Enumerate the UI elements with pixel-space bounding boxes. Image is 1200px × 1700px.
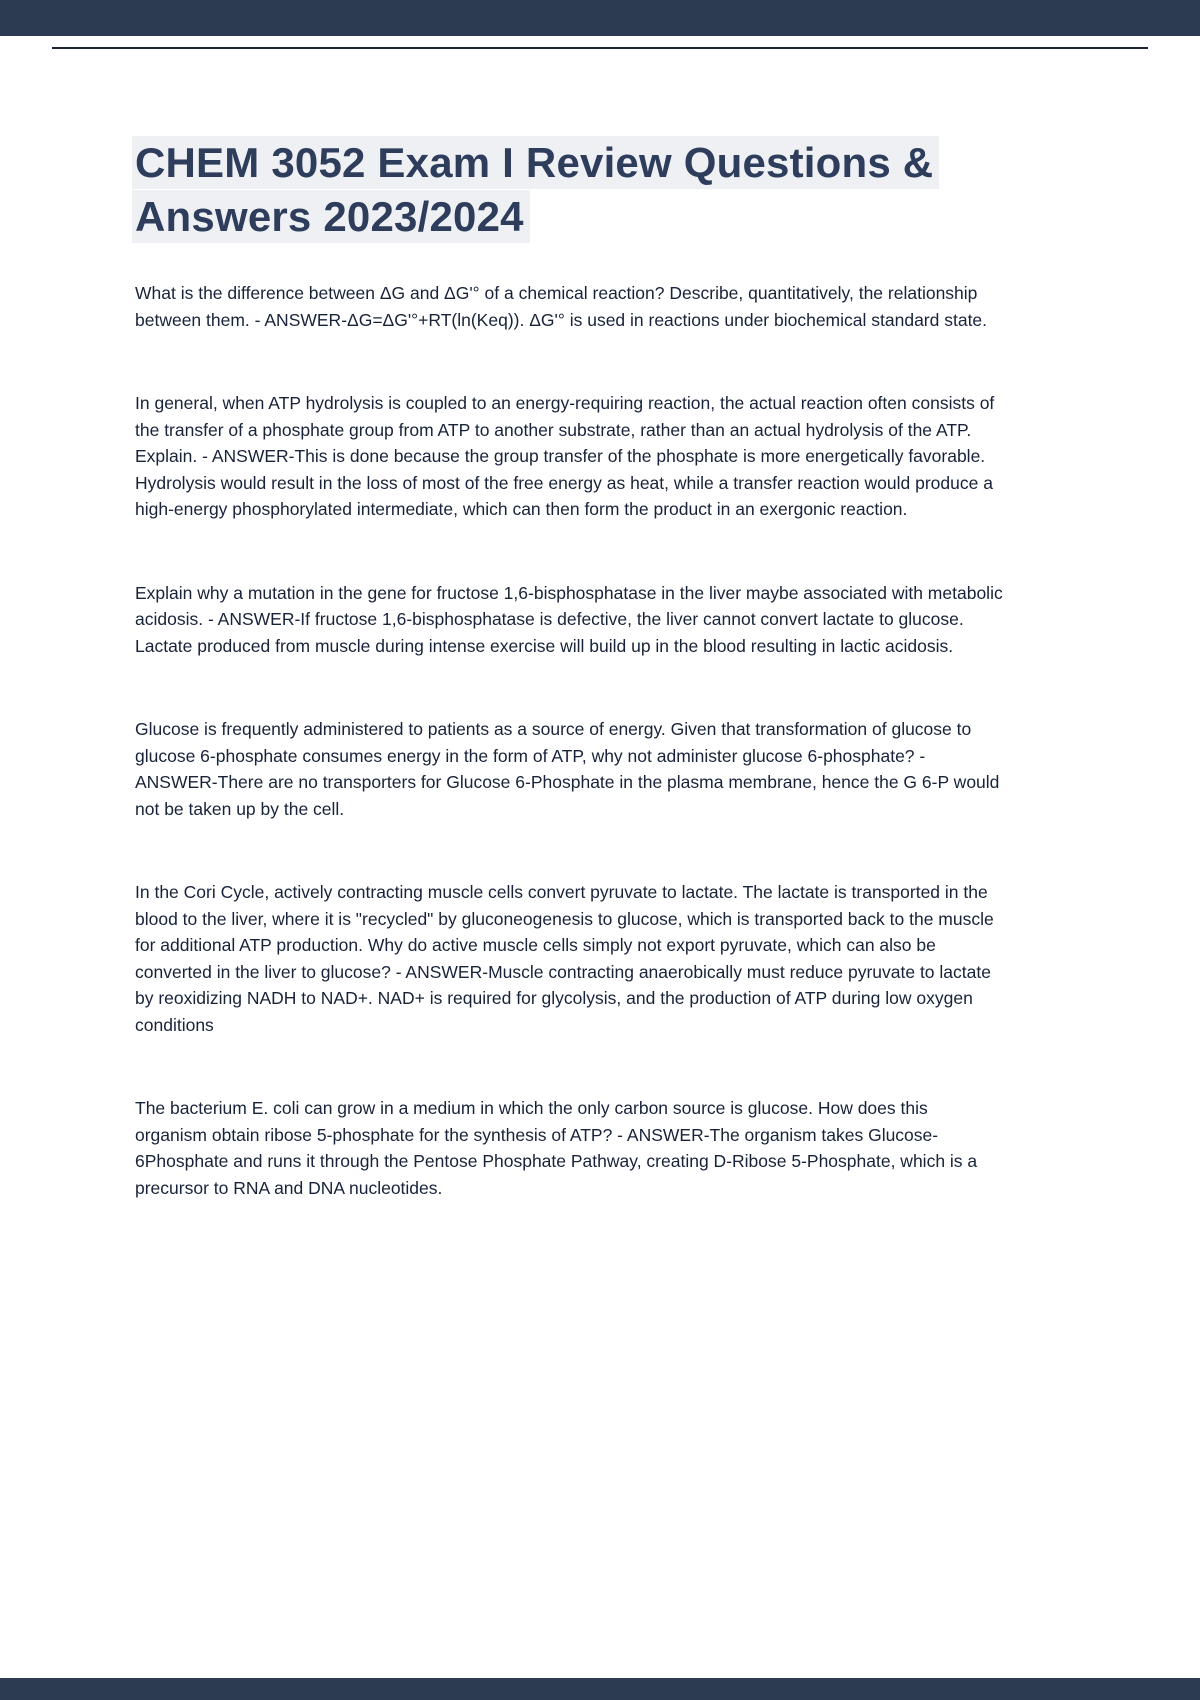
- paragraph: What is the difference between ΔG and ΔG'° of a chemical reaction? Describe, quantitatively, the relationship between them. - ANSWER-ΔG=ΔG'°+RT(ln(Keq)). ΔG'° is used in reactions under biochemical standard state.: [135, 283, 988, 330]
- paragraph: The bacterium E. coli can grow in a medium in which the only carbon source is glucose. How does this organism obtain ribose 5-phosphate for the synthesis of ATP? - ANSWER-The organism takes Glucose-6Phosphate and runs it through the Pentose Phosphate Pathway, creating D-Ribose 5-Phosphate, which is a precursor to RNA and DNA nucleotides.: [135, 1098, 978, 1198]
- paragraph: In the Cori Cycle, actively contracting muscle cells convert pyruvate to lactate. The lactate is transported in the blood to the liver, where it is "recycled" by gluconeogenesis to glucose, which is transported back to the muscle for additional ATP production. Why do active muscle cells simply not export pyruvate, which can also be converted in the liver to glucose? - ANSWER-Muscle contracting anaerobically must reduce pyruvate to lactate by reoxidizing NADH to NAD+. NAD+ is required for glycolysis, and the production of ATP during low oxygen conditions: [135, 882, 994, 1035]
- header-rule: [52, 47, 1148, 49]
- bottom-border-bar: [0, 1678, 1200, 1700]
- paragraph: In general, when ATP hydrolysis is coupled to an energy-requiring reaction, the actual reaction often consists of the transfer of a phosphate group from ATP to another substrate, rather than an actual hydrolysis of the ATP. Explain. - ANSWER-This is done because the group transfer of the phosphate is more energetically favorable. Hydrolysis would result in the loss of most of the free energy as heat, while a transfer reaction would produce a high-energy phosphorylated intermediate, which can then form the product in an exergonic reaction.: [135, 393, 995, 519]
- paragraph-list: [135, 280, 1003, 1201]
- top-border-bar: [0, 0, 1200, 36]
- page-title-text: CHEM 3052 Exam I Review Questions & Answers 2023/2024: [132, 136, 939, 243]
- page-title: [135, 136, 1003, 244]
- paragraph: Glucose is frequently administered to patients as a source of energy. Given that transformation of glucose to glucose 6-phosphate consumes energy in the form of ATP, why not administer glucose 6-phosphate? - ANSWER-There are no transporters for Glucose 6-Phosphate in the plasma membrane, hence the G 6-P would not be taken up by the cell.: [135, 719, 1000, 819]
- document-page: [135, 136, 1003, 1201]
- paragraph: Explain why a mutation in the gene for fructose 1,6-bisphosphatase in the liver maybe associated with metabolic acidosis. - ANSWER-If fructose 1,6-bisphosphatase is defective, the liver cannot convert lactate to glucose. Lactate produced from muscle during intense exercise will build up in the blood resulting in lactic acidosis.: [135, 582, 1003, 656]
